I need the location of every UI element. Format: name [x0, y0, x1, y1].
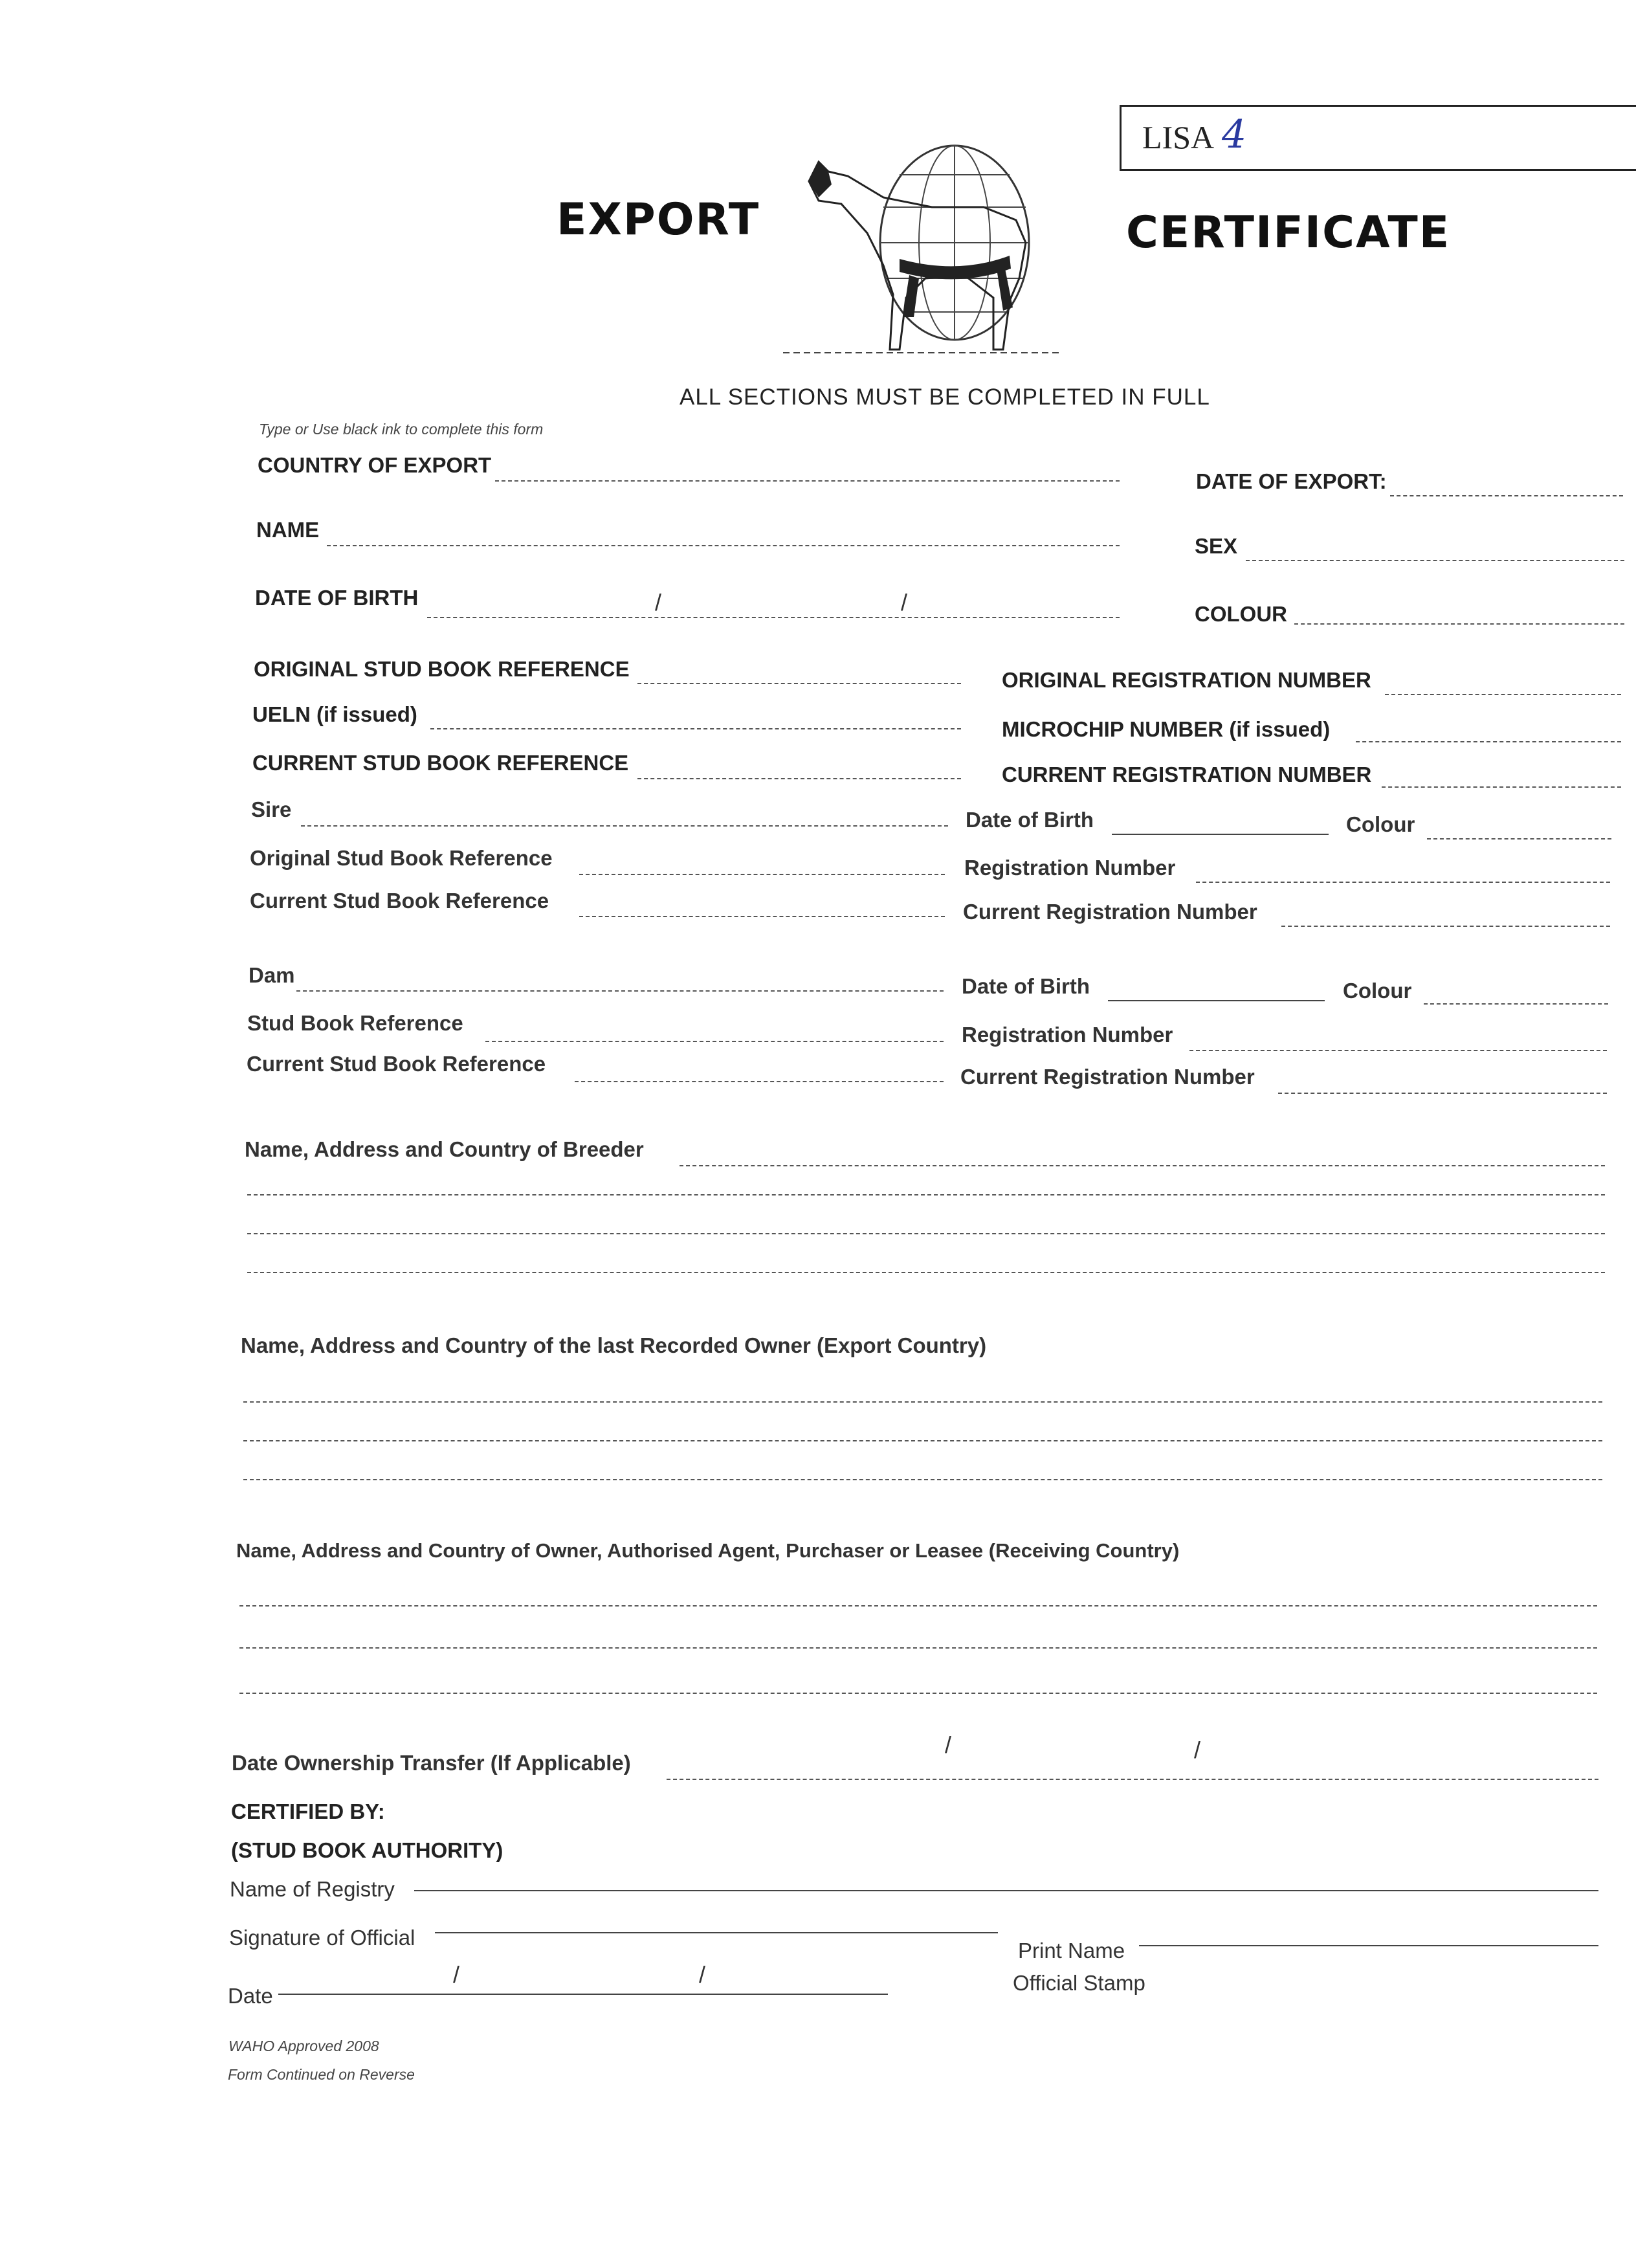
date-of-birth-label: DATE OF BIRTH: [255, 586, 419, 610]
sire-orig-ref-label: Original Stud Book Reference: [250, 846, 553, 870]
waho-approved-note: WAHO Approved 2008: [228, 2038, 379, 2054]
reference-handwritten-number: 4: [1222, 112, 1247, 157]
dam-reg-number-field[interactable]: [1189, 1050, 1607, 1051]
date-of-export-field[interactable]: [1390, 495, 1623, 496]
sire-label: Sire: [251, 797, 292, 821]
current-reg-number-label: CURRENT REGISTRATION NUMBER: [1002, 762, 1372, 786]
registry-name-field[interactable]: [414, 1890, 1598, 1891]
ueln-field[interactable]: [430, 728, 961, 729]
date-separator-2: /: [699, 1961, 706, 1988]
form-continued-note: Form Continued on Reverse: [228, 2066, 415, 2083]
dam-dob-field[interactable]: [1108, 1000, 1325, 1001]
sire-current-reg-label: Current Registration Number: [963, 900, 1257, 924]
sire-field[interactable]: [301, 825, 948, 827]
registry-name-label: Name of Registry: [230, 1877, 395, 1901]
transfer-separator-1: /: [945, 1731, 952, 1758]
orig-stud-book-ref-field[interactable]: [637, 683, 961, 684]
dam-field[interactable]: [296, 990, 944, 992]
microchip-field[interactable]: [1356, 741, 1621, 742]
country-of-export-label: COUNTRY OF EXPORT: [258, 453, 492, 477]
breeder-label: Name, Address and Country of Breeder: [245, 1137, 644, 1161]
sire-colour-field[interactable]: [1427, 838, 1611, 839]
ink-note: Type or Use black ink to complete this form: [259, 421, 544, 438]
colour-field[interactable]: [1294, 623, 1624, 625]
dam-ref-field[interactable]: [485, 1041, 944, 1042]
signature-field[interactable]: [435, 1932, 998, 1933]
orig-reg-number-field[interactable]: [1385, 694, 1621, 695]
date-label: Date: [228, 1984, 273, 2008]
sire-dob-field[interactable]: [1112, 834, 1329, 835]
instruction-heading: ALL SECTIONS MUST BE COMPLETED IN FULL: [680, 384, 1210, 410]
last-owner-line-2[interactable]: [243, 1440, 1602, 1441]
orig-stud-book-ref-label: ORIGINAL STUD BOOK REFERENCE: [254, 657, 630, 681]
name-field[interactable]: [327, 545, 1120, 546]
signature-label: Signature of Official: [229, 1926, 415, 1950]
reference-box: [1120, 105, 1636, 171]
transfer-date-field[interactable]: [667, 1779, 1598, 1780]
breeder-line-2[interactable]: [247, 1194, 1605, 1195]
dam-reg-number-label: Registration Number: [962, 1023, 1173, 1047]
sire-reg-number-label: Registration Number: [964, 856, 1176, 880]
dam-current-reg-field[interactable]: [1278, 1093, 1607, 1094]
dob-separator-1: /: [655, 589, 662, 616]
print-name-label: Print Name: [1018, 1939, 1125, 1962]
country-of-export-field[interactable]: [495, 480, 1120, 482]
dam-colour-field[interactable]: [1424, 1003, 1608, 1005]
new-owner-line-1[interactable]: [239, 1605, 1597, 1606]
new-owner-line-2[interactable]: [239, 1647, 1597, 1649]
last-owner-label: Name, Address and Country of the last Recorded Owner (Export Country): [241, 1333, 987, 1357]
sire-reg-number-field[interactable]: [1196, 882, 1610, 883]
new-owner-label: Name, Address and Country of Owner, Authorised Agent, Purchaser or Leasee (Receiving Country): [236, 1539, 1180, 1562]
last-owner-line-1[interactable]: [243, 1401, 1602, 1403]
dam-label: Dam: [249, 963, 295, 987]
dam-colour-label: Colour: [1343, 979, 1412, 1003]
dam-current-ref-label: Current Stud Book Reference: [247, 1052, 546, 1076]
breeder-field[interactable]: [680, 1165, 1605, 1166]
transfer-separator-2: /: [1194, 1737, 1201, 1763]
transfer-date-label: Date Ownership Transfer (If Applicable): [232, 1751, 631, 1775]
dam-current-ref-field[interactable]: [575, 1081, 944, 1082]
last-owner-line-3[interactable]: [243, 1479, 1602, 1480]
current-stud-book-ref-field[interactable]: [637, 778, 961, 779]
date-separator-1: /: [453, 1961, 460, 1988]
sire-orig-ref-field[interactable]: [579, 874, 945, 875]
sex-label: SEX: [1195, 534, 1238, 558]
official-stamp-label: Official Stamp: [1013, 1971, 1145, 1995]
microchip-label: MICROCHIP NUMBER (if issued): [1002, 717, 1331, 741]
name-label: NAME: [256, 518, 320, 542]
print-name-field[interactable]: [1139, 1945, 1598, 1946]
date-field[interactable]: [278, 1994, 888, 1995]
reference-label: LISA: [1142, 119, 1215, 155]
sire-current-ref-field[interactable]: [579, 916, 945, 917]
dob-separator-2: /: [901, 589, 908, 616]
sire-colour-label: Colour: [1346, 812, 1415, 836]
colour-label: COLOUR: [1195, 602, 1287, 626]
date-of-birth-field[interactable]: [427, 617, 1120, 618]
dam-dob-label: Date of Birth: [962, 974, 1090, 998]
new-owner-line-3[interactable]: [239, 1693, 1597, 1694]
orig-reg-number-label: ORIGINAL REGISTRATION NUMBER: [1002, 668, 1371, 692]
dam-current-reg-label: Current Registration Number: [960, 1065, 1255, 1089]
title-export: EXPORT: [557, 194, 760, 245]
stud-book-authority-label: (STUD BOOK AUTHORITY): [231, 1838, 503, 1862]
sire-current-reg-field[interactable]: [1281, 926, 1610, 927]
current-reg-number-field[interactable]: [1382, 786, 1621, 788]
date-of-export-label: DATE OF EXPORT:: [1196, 469, 1387, 493]
certified-by-label: CERTIFIED BY:: [231, 1799, 385, 1823]
title-certificate: CERTIFICATE: [1126, 207, 1451, 258]
breeder-line-4[interactable]: [247, 1272, 1605, 1273]
horse-globe-icon: [770, 136, 1074, 362]
breeder-line-3[interactable]: [247, 1233, 1605, 1234]
sire-dob-label: Date of Birth: [966, 808, 1094, 832]
ueln-label: UELN (if issued): [252, 702, 417, 726]
sex-field[interactable]: [1246, 560, 1624, 561]
current-stud-book-ref-label: CURRENT STUD BOOK REFERENCE: [252, 751, 629, 775]
sire-current-ref-label: Current Stud Book Reference: [250, 889, 549, 913]
dam-ref-label: Stud Book Reference: [247, 1011, 463, 1035]
